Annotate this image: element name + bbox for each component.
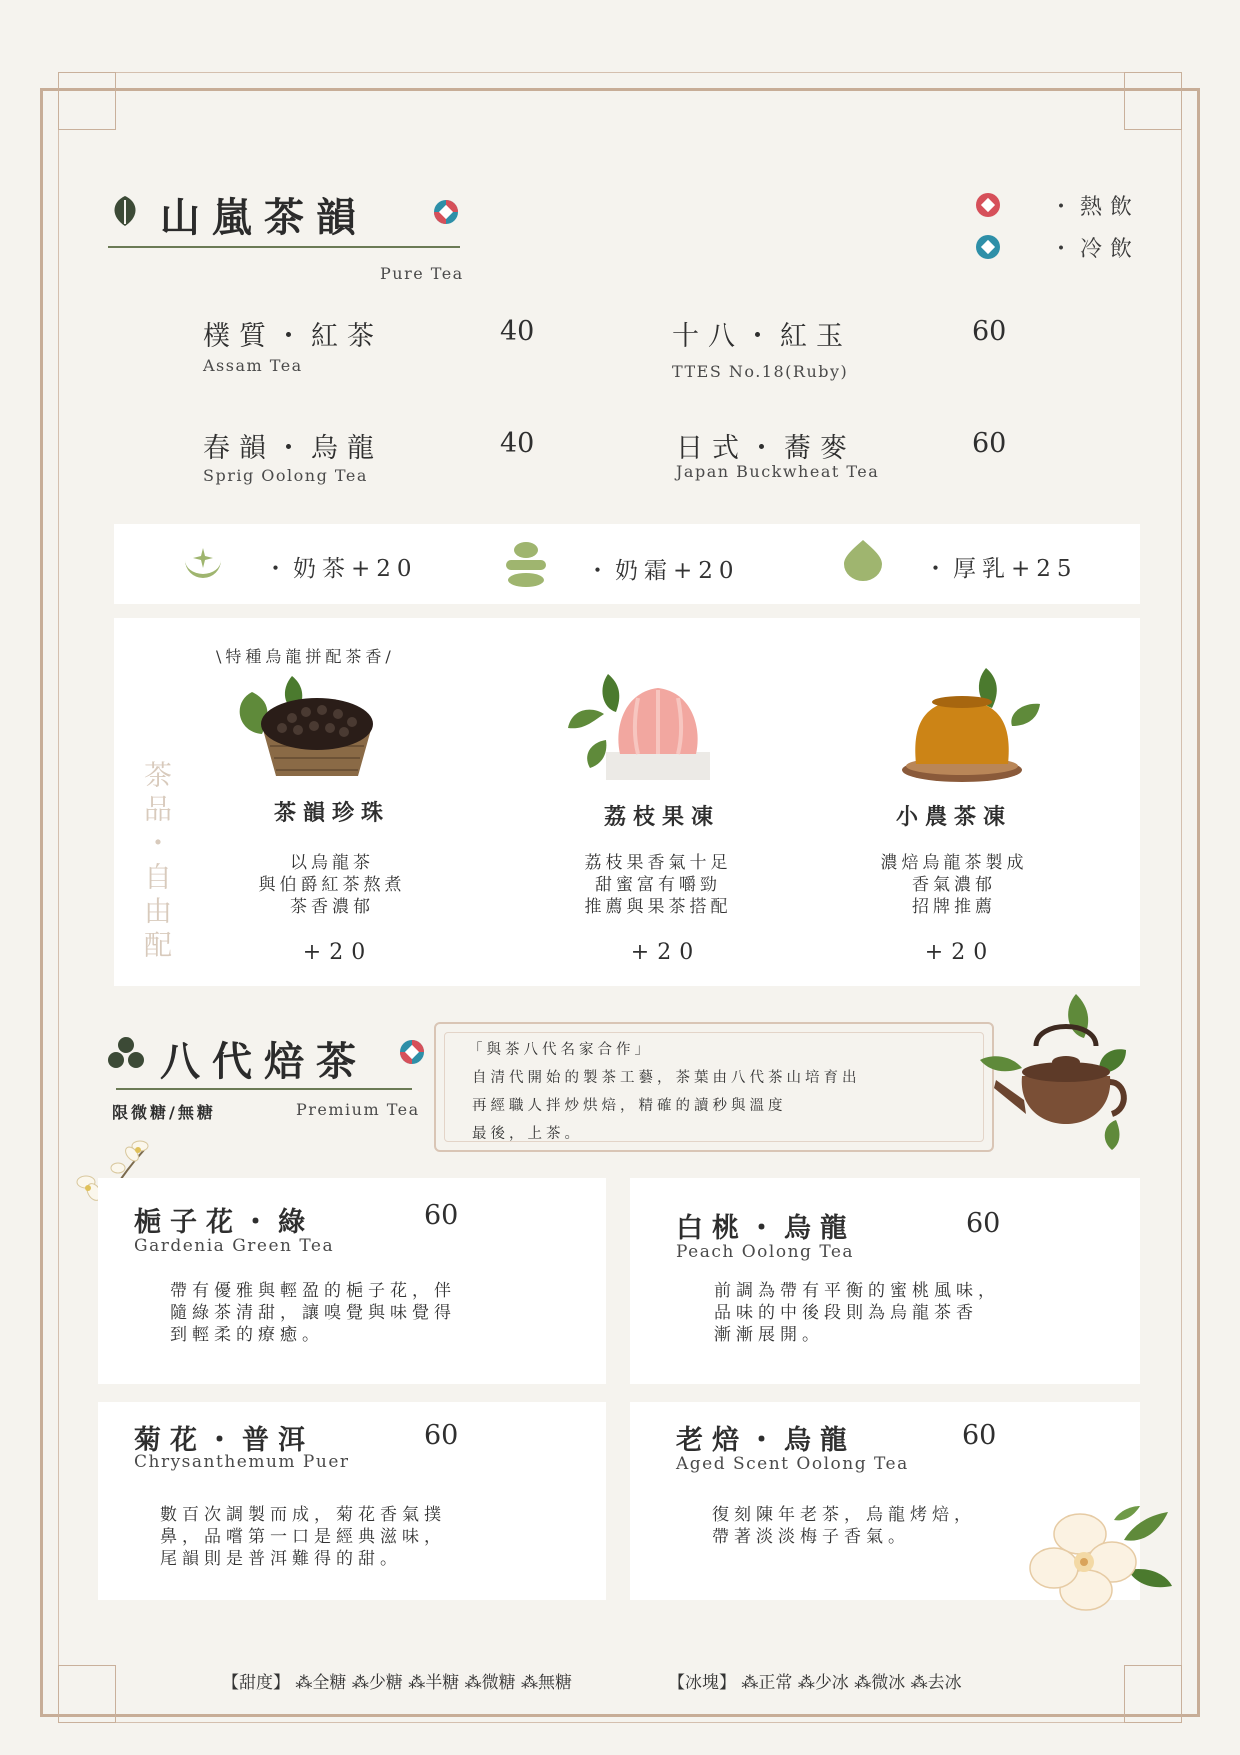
premium-item-description: 前調為帶有平衡的蜜桃風味， 品味的中後段則為烏龍茶香 漸漸展開。 (714, 1281, 1000, 1345)
story-line: 最後，上茶。 (472, 1126, 583, 1142)
menu-item-english: Japan Buckwheat Tea (676, 462, 880, 481)
topping-description: 濃焙烏龍茶製成 香氣濃郁 招牌推薦 (880, 853, 1028, 917)
sweetness-icon: ⁂ (351, 1673, 369, 1693)
ice-icon: ⁂ (741, 1673, 759, 1693)
menu-item-name: 日式・蕎麥 (676, 433, 856, 464)
camellia-flower-illustration (1028, 1500, 1178, 1620)
ice-option: 正常 (758, 1673, 793, 1693)
sweetness-icon: ⁂ (521, 1673, 539, 1693)
topping-name: 小農茶凍 (895, 804, 1012, 830)
premium-item-price: 60 (424, 1420, 459, 1451)
legend-hot-label: ・熱飲 (1050, 195, 1141, 220)
hot-cold-icon (398, 1038, 426, 1066)
ice-option: 去冰 (927, 1673, 962, 1693)
ice-option: 微冰 (871, 1673, 906, 1693)
menu-item-english: TTES No.18(Ruby) (672, 362, 849, 381)
premium-item-name: 梔子花・綠 (134, 1207, 314, 1238)
ice-icon: ⁂ (854, 1673, 872, 1693)
sweetness-option: 無糖 (538, 1673, 573, 1693)
premium-item-english: Peach Oolong Tea (676, 1242, 855, 1262)
premium-item-english: Gardenia Green Tea (134, 1236, 335, 1256)
section-title-premium-tea: 八代焙茶 (160, 1038, 368, 1085)
lychee-jelly-illustration (562, 668, 722, 784)
menu-item-name: 樸質・紅茶 (203, 321, 383, 352)
topping-price: +20 (630, 940, 702, 965)
story-line: 再經職人拌炒烘焙，精確的讀秒與溫度 (472, 1098, 787, 1114)
corner-ornament (58, 72, 116, 130)
sweetness-options (222, 1668, 572, 1693)
premium-item-name: 菊花・普洱 (134, 1425, 314, 1456)
story-line: 自清代開始的製茶工藝，茶葉由八代茶山培育出 (472, 1070, 861, 1086)
premium-item-english: Chrysanthemum Puer (134, 1452, 350, 1472)
sweetness-option: 全糖 (312, 1673, 347, 1693)
premium-item-description: 數百次調製而成，菊花香氣撲 鼻，品嚐第一口是經典滋味， 尾韻則是普洱難得的甜。 (160, 1505, 446, 1569)
topping-price: +20 (924, 940, 996, 965)
menu-item-english: Assam Tea (203, 356, 303, 375)
thick-milk-icon (842, 538, 884, 582)
section-title-pure-tea: 山嵐茶韻 (160, 194, 368, 241)
sweetness-option: 半糖 (425, 1673, 460, 1693)
premium-item-description: 帶有優雅與輕盈的梔子花，伴 隨綠茶清甜，讓嗅覺與味覺得 到輕柔的療癒。 (170, 1281, 456, 1345)
toppings-tagline: \特種烏龍拼配茶香/ (216, 647, 395, 666)
corner-ornament (58, 1665, 116, 1723)
menu-item-price: 60 (972, 428, 1007, 459)
ice-options (668, 1668, 962, 1693)
premium-item-price: 60 (966, 1208, 1001, 1239)
leaf-icon (108, 194, 142, 228)
milk-tea-icon (182, 544, 224, 584)
menu-item-price: 60 (972, 316, 1007, 347)
sweetness-icon: ⁂ (408, 1673, 426, 1693)
tea-jelly-illustration (890, 664, 1050, 788)
ice-icon: ⁂ (797, 1673, 815, 1693)
premium-item-name: 白桃・烏龍 (676, 1213, 856, 1244)
ice-label: 【冰塊】 (668, 1673, 736, 1693)
ice-option: 少冰 (814, 1673, 849, 1693)
corner-ornament (1124, 72, 1182, 130)
premium-item-name: 老焙・烏龍 (676, 1425, 856, 1456)
sweetness-option: 少糖 (368, 1673, 403, 1693)
cold-icon (975, 234, 1001, 260)
tea-cluster-icon (106, 1036, 146, 1070)
premium-item-english: Aged Scent Oolong Tea (676, 1454, 909, 1474)
title-underline (116, 1088, 412, 1090)
section-subtitle: Premium Tea (296, 1100, 420, 1119)
addons-bar (114, 524, 1140, 604)
topping-name: 荔枝果凍 (603, 804, 720, 830)
topping-description: 以烏龍茶 與伯爵紅茶熬煮 茶香濃郁 (258, 853, 406, 917)
sweetness-icon: ⁂ (464, 1673, 482, 1693)
menu-item-price: 40 (500, 428, 535, 459)
premium-item-price: 60 (962, 1420, 997, 1451)
cream-icon (504, 540, 548, 588)
premium-item-price: 60 (424, 1200, 459, 1231)
topping-description: 荔枝果香氣十足 甜蜜富有嚼勁 推薦與果茶搭配 (584, 853, 732, 917)
tea-pearls-illustration (232, 672, 392, 784)
sweetness-label: 【甜度】 (222, 1673, 290, 1693)
teapot-illustration (976, 990, 1152, 1166)
premium-item-description: 復刻陳年老茶，烏龍烤焙， 帶著淡淡梅子香氣。 (712, 1505, 976, 1547)
menu-item-price: 40 (500, 316, 535, 347)
addon-milk-tea: ・奶茶+20 (264, 556, 418, 582)
menu-item-name: 十八・紅玉 (672, 321, 852, 352)
section-subtitle: Pure Tea (380, 264, 464, 283)
addon-thick-milk: ・厚乳+25 (924, 556, 1078, 582)
menu-item-name: 春韻・烏龍 (203, 433, 383, 464)
title-underline (108, 246, 460, 248)
sugar-restriction-note: 限微糖/無糖 (112, 1103, 216, 1122)
corner-ornament (1124, 1665, 1182, 1723)
ice-icon: ⁂ (910, 1673, 928, 1693)
hot-icon (975, 192, 1001, 218)
story-line: 「與茶八代名家合作」 (468, 1042, 653, 1058)
addon-cream: ・奶霜+20 (586, 558, 740, 584)
sweetness-icon: ⁂ (295, 1673, 313, 1693)
topping-name: 茶韻珍珠 (273, 800, 390, 826)
menu-item-english: Sprig Oolong Tea (203, 466, 368, 485)
sweetness-option: 微糖 (481, 1673, 516, 1693)
toppings-vertical-label: 茶品・自由配 (140, 760, 173, 964)
hot-cold-icon (432, 198, 460, 226)
legend-cold-label: ・冷飲 (1050, 237, 1141, 262)
topping-price: +20 (302, 940, 374, 965)
